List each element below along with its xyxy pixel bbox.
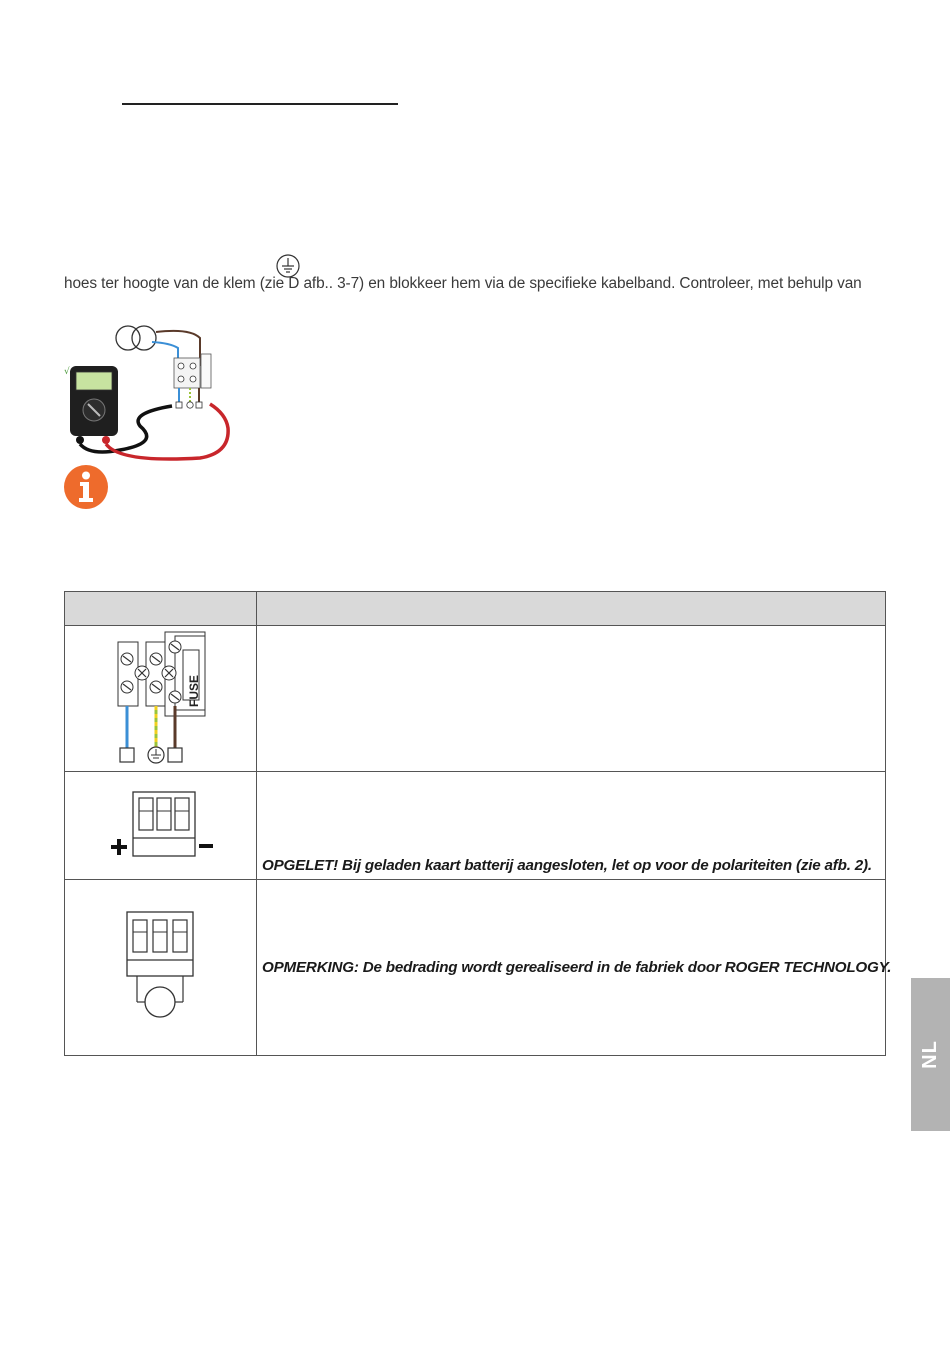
info-icon [63, 464, 109, 510]
warning-note: OPGELET! Bij geladen kaart batterij aangesloten, let op voor de polariteiten (zie afb. 2). [262, 857, 872, 874]
multimeter-test-illustration [60, 318, 250, 468]
connection-table [64, 591, 892, 1056]
fuse-label: FUSE [187, 674, 202, 708]
table-header-cell [65, 592, 257, 626]
table-row [65, 772, 886, 880]
language-tab-label: NL [918, 1040, 941, 1069]
table-image-cell [65, 880, 257, 1056]
table-description-cell [257, 772, 886, 880]
table-header-row [65, 592, 886, 626]
section-underline [122, 103, 398, 105]
remark-note: OPMERKING: De bedrading wordt gerealiseerd in de fabriek door ROGER TECHNOLOGY. [262, 958, 892, 976]
language-tab [911, 978, 950, 1131]
transformer-icon [116, 326, 140, 350]
table-image-cell [65, 772, 257, 880]
svg-text:√: √ [64, 367, 70, 377]
table-description-cell [257, 880, 892, 1056]
battery-connector-icon [109, 788, 219, 866]
table-description-cell [257, 626, 886, 772]
table-row [65, 626, 886, 772]
body-paragraph: hoes ter hoogte van de klem (zie D afb.. 3-7) en blokkeer hem via de specifieke kabelband. Controleer, met behulp van [64, 275, 862, 292]
table-header-cell [257, 592, 886, 626]
motor-connector-icon [125, 908, 197, 1020]
table-row [65, 880, 886, 1056]
table-image-cell [65, 626, 257, 772]
